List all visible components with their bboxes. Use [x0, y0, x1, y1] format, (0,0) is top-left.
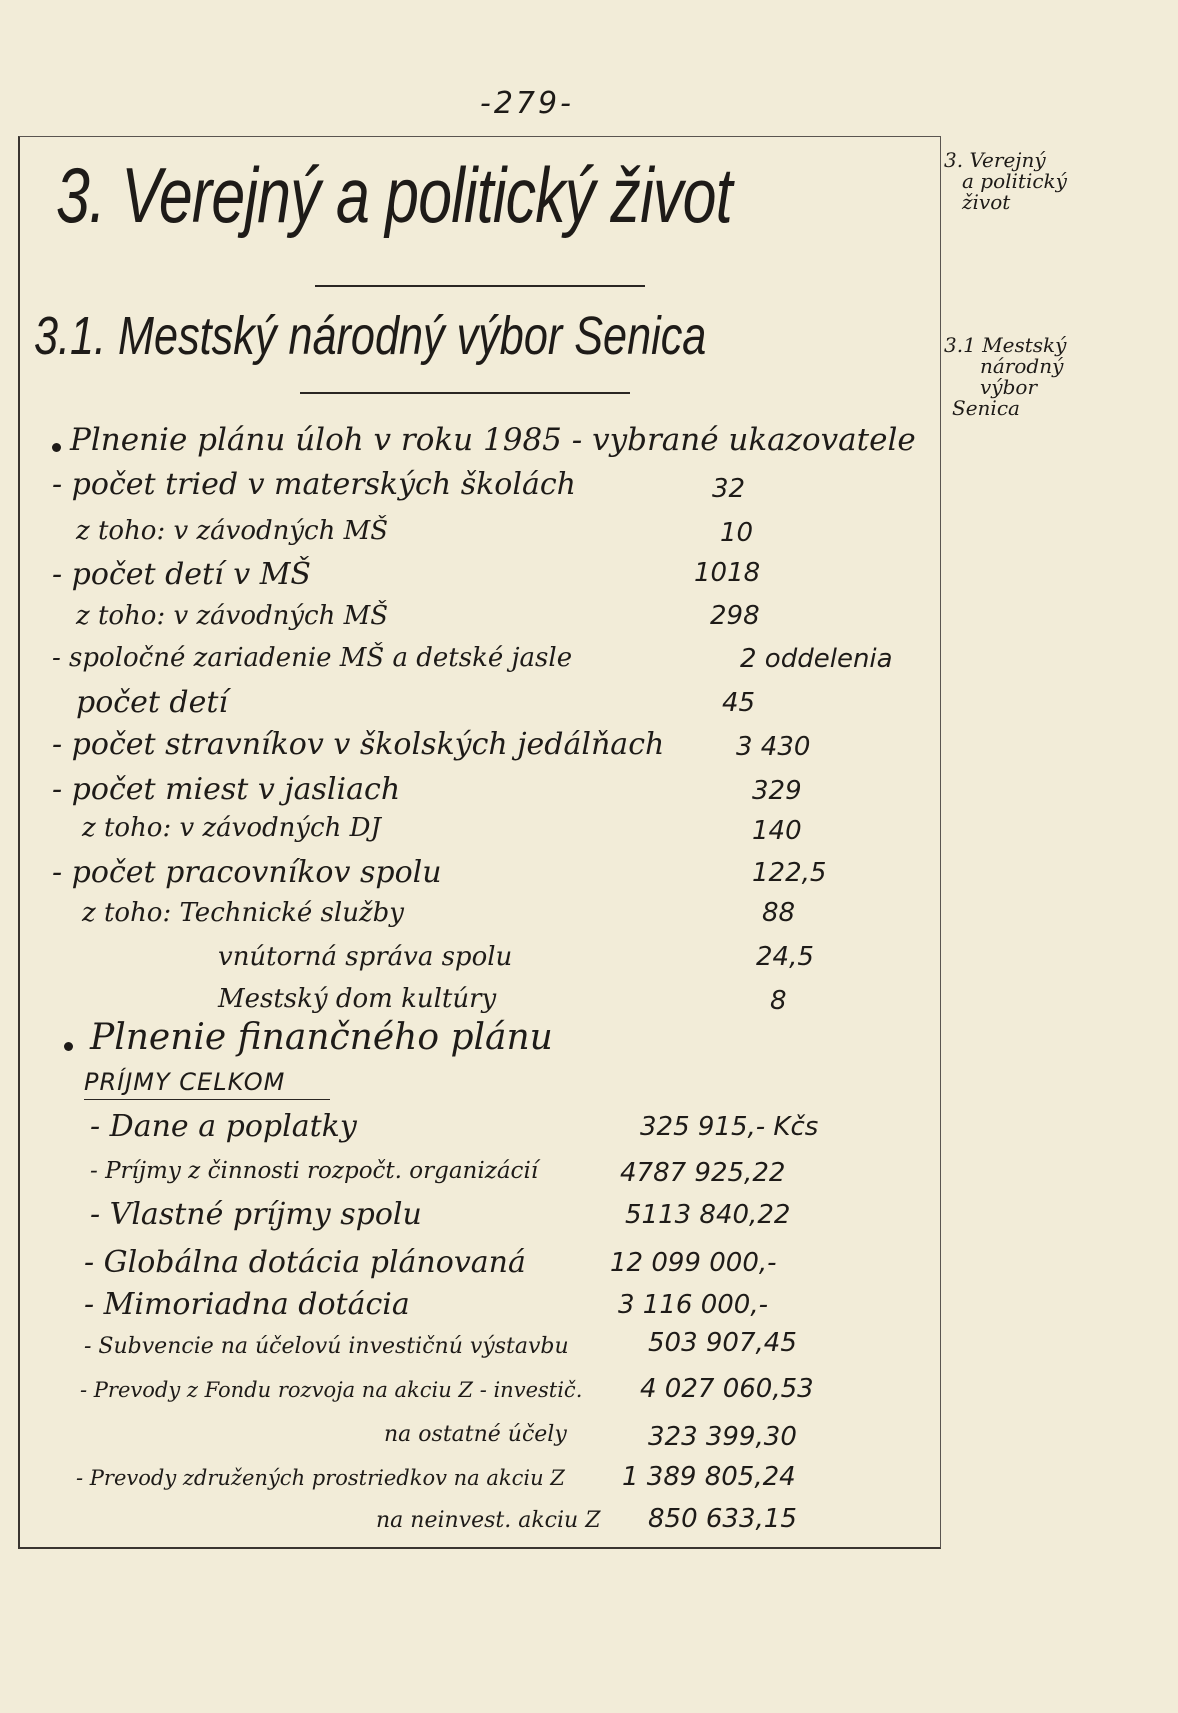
margin-note-line: výbor	[980, 375, 1038, 399]
list-item-value: 10	[720, 518, 754, 548]
bullet	[64, 1042, 73, 1051]
list-item-label: - Vlastné príjmy spolu	[90, 1197, 422, 1232]
list-item-label: z toho: Technické služby	[82, 898, 404, 928]
margin-note-line: národný	[980, 354, 1064, 378]
list-item-label: - Subvencie na účelovú investičnú výstavbu	[84, 1334, 569, 1359]
list-item-value: 4787 925,22	[620, 1158, 786, 1188]
list-item-label: - Prevody z Fondu rozvoja na akciu Z - investič.	[80, 1378, 583, 1402]
section-title: 3.1. Mestský národný výbor Senica	[34, 306, 707, 366]
list-item-label: - Mimoriadna dotácia	[84, 1287, 410, 1322]
margin-note-line: život	[962, 190, 1011, 214]
margin-note-chapter	[944, 150, 1067, 213]
list-item-value: 1018	[694, 558, 761, 588]
list-item-label: na neinvest. akciu Z	[376, 1508, 601, 1533]
section2-subheading: PRÍJMY CELKOM	[84, 1068, 286, 1096]
list-item-label: - počet stravníkov v školských jedálňach	[52, 727, 665, 762]
list-item-label: z toho: v závodných MŠ	[76, 601, 389, 631]
list-item-value: 122,5	[752, 858, 827, 888]
title-underline	[315, 285, 645, 287]
page-number: -279-	[480, 86, 574, 121]
list-item-value: 88	[762, 898, 796, 928]
list-item-value: 850 633,15	[648, 1504, 797, 1534]
margin-note-line: 3.1 Mestský	[944, 333, 1067, 357]
section-title-underline	[300, 392, 630, 394]
list-item-label: z toho: v závodných DJ	[82, 813, 381, 843]
list-item-value: 1 389 805,24	[622, 1462, 796, 1492]
list-item-label: - počet pracovníkov spolu	[52, 855, 442, 890]
list-item-value: 503 907,45	[648, 1328, 797, 1358]
list-item-label: - spoločné zariadenie MŠ a detské jasle	[52, 643, 573, 673]
list-item-label: - Prevody združených prostriedkov na akciu Z	[76, 1466, 565, 1490]
list-item-value: 329	[752, 776, 802, 806]
bullet	[52, 443, 61, 452]
list-item-label: - Príjmy z činnosti rozpočt. organizácií	[90, 1158, 539, 1184]
list-item-value: 24,5	[756, 942, 814, 972]
subheading-underline	[84, 1099, 330, 1100]
list-item-value: 3 430	[736, 732, 811, 762]
list-item-label: - počet detí v MŠ	[52, 557, 311, 592]
list-item-value: 12 099 000,-	[610, 1248, 777, 1278]
list-item-label: - Dane a poplatky	[90, 1109, 357, 1144]
list-item-label: z toho: v závodných MŠ	[76, 516, 389, 546]
list-item-value: 140	[752, 816, 802, 846]
list-item-label: Mestský dom kultúry	[218, 984, 497, 1014]
list-item-value: 4 027 060,53	[640, 1374, 814, 1404]
list-item-value: 2 oddelenia	[740, 644, 893, 674]
section1-heading: Plnenie plánu úloh v roku 1985 - vybrané ukazovatele	[70, 422, 916, 458]
list-item-value: 298	[710, 601, 760, 631]
list-item-value: 323 399,30	[648, 1422, 797, 1452]
margin-note-line: 3. Verejný	[944, 148, 1046, 172]
margin-note-line: a politický	[962, 169, 1067, 193]
list-item-label: vnútorná správa spolu	[218, 942, 513, 972]
list-item-label: na ostatné účely	[384, 1422, 567, 1447]
list-item-label: - počet tried v materských školách	[52, 467, 576, 502]
list-item-value: 325 915,- Kčs	[640, 1112, 819, 1142]
section2-heading: Plnenie finančného plánu	[90, 1017, 553, 1058]
list-item-value: 8	[770, 986, 787, 1016]
list-item-value: 3 116 000,-	[618, 1290, 768, 1320]
list-item-label: počet detí	[76, 685, 229, 720]
list-item-label: - Globálna dotácia plánovaná	[84, 1245, 526, 1280]
list-item-value: 32	[712, 474, 746, 504]
list-item-value: 5113 840,22	[625, 1200, 791, 1230]
list-item-label: - počet miest v jasliach	[52, 772, 401, 807]
margin-note-section	[944, 335, 1066, 419]
margin-note-line: Senica	[952, 396, 1020, 420]
page-title: 3. Verejný a politický život	[56, 151, 732, 239]
list-item-value: 45	[722, 688, 756, 718]
